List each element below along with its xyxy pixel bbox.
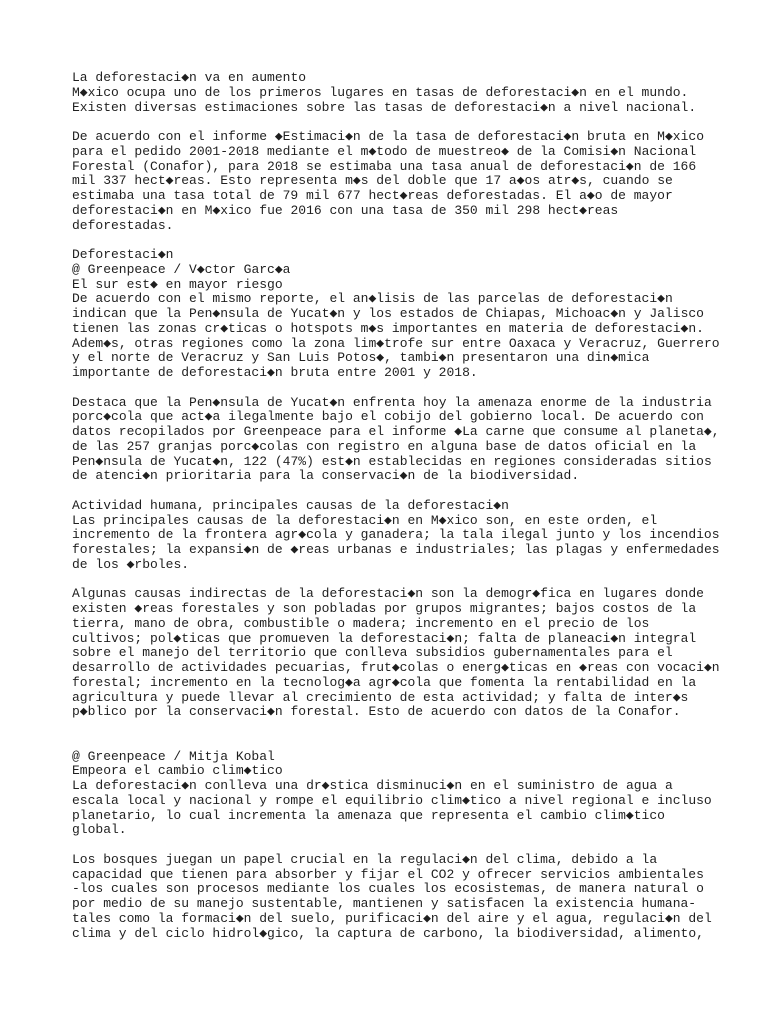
text-line: incremento de la frontera agr◆cola y ganadera; la tala ilegal junto y los incendios — [72, 527, 720, 543]
blank-line — [72, 115, 712, 130]
text-line: cultivos; pol◆ticas que promueven la deforestaci◆n; falta de planeaci◆n integral — [72, 630, 697, 646]
text-line: deforestaci◆n en M◆xico fue 2016 con una tasa de 350 mil 298 hect◆reas — [72, 202, 619, 218]
text-line: clima y del ciclo hidrol◆gico, la captura de carbono, la biodiversidad, alimento, — [72, 925, 704, 941]
text-line: -los cuales son procesos mediante los cuales los ecosistemas, de manera natural o — [72, 881, 704, 897]
text-line: Los bosques juegan un papel crucial en la regulaci◆n del clima, debido a la — [72, 851, 658, 867]
blank-line — [72, 838, 712, 853]
document-text — [72, 70, 720, 941]
text-line: tales como la formaci◆n del suelo, purificaci◆n del aire y el agua, regulaci◆n del — [72, 910, 712, 926]
text-line: global. — [72, 822, 127, 838]
text-line: forestal; incremento en la tecnolog◆a agr◆cola que fomenta la rentabilidad en la — [72, 674, 697, 690]
text-line: Actividad humana, principales causas de la deforestaci◆n — [72, 497, 509, 513]
text-line: mil 337 hect◆reas. Esto representa m◆s del doble que 17 a◆os atr◆s, cuando se — [72, 173, 673, 189]
text-line: Deforestaci◆n — [72, 247, 174, 262]
text-line: Las principales causas de la deforestaci◆n en M◆xico son, en este orden, el — [72, 512, 658, 528]
text-line: Adem◆s, otras regiones como la zona lim◆trofe sur entre Oaxaca y Veracruz, Guerrero — [72, 335, 720, 351]
text-line: tierra, mano de obra, combustible o madera; incremento en el precio de los — [72, 615, 650, 631]
text-line: por medio de su manejo sustentable, mantienen y satisfacen la existencia humana- — [72, 896, 697, 911]
blank-line — [72, 573, 712, 588]
text-line: forestales; la expansi◆n de ◆reas urbanas e industriales; las plagas y enfermedades — [72, 542, 720, 557]
blank-line — [72, 233, 712, 248]
text-line: Empeora el cambio clim◆tico — [72, 763, 283, 779]
text-line: De acuerdo con el informe ◆Estimaci◆n de la tasa de deforestaci◆n bruta en M◆xico — [72, 129, 705, 144]
text-line: para el pedido 2001-2018 mediante el m◆todo de muestreo◆ de la Comisi◆n Nacional — [72, 143, 697, 159]
text-line: @ Greenpeace / Mitja Kobal — [72, 748, 275, 764]
text-line: estimaba una tasa total de 79 mil 677 hect◆reas deforestadas. El a◆o de mayor — [72, 188, 673, 203]
text-line: Destaca que la Pen◆nsula de Yucat◆n enfrenta hoy la amenaza enorme de la industria — [72, 394, 712, 410]
text-line: Forestal (Conafor), para 2018 se estimaba una tasa anual de deforestaci◆n de 166 — [72, 158, 697, 174]
text-line: y el norte de Veracruz y San Luis Potos◆, tambi◆n presentaron una din◆mica — [72, 350, 650, 366]
blank-line — [72, 735, 712, 750]
text-line: agricultura y puede llevar al crecimiento de esta actividad; y falta de inter◆s — [72, 689, 689, 705]
text-line: p◆blico por la conservaci◆n forestal. Esto de acuerdo con datos de la Conafor. — [72, 704, 681, 720]
text-line: deforestadas. — [72, 217, 174, 233]
text-line: tienen las zonas cr◆ticas o hotspots m◆s importantes en materia de deforestaci◆n. — [72, 320, 704, 336]
text-line: De acuerdo con el mismo reporte, el an◆lisis de las parcelas de deforestaci◆n — [72, 291, 673, 307]
text-line: desarrollo de actividades pecuarias, frut◆colas o energ◆ticas en ◆reas con vocaci◆n — [72, 660, 720, 675]
text-line: La deforestaci◆n conlleva una dr◆stica disminuci◆n en el suministro de agua a — [72, 778, 673, 793]
text-line: datos recopilados por Greenpeace para el informe ◆La carne que consume al planeta◆, — [72, 424, 720, 439]
blank-line — [72, 720, 712, 735]
text-line: Algunas causas indirectas de la deforestaci◆n son la demogr◆fica en lugares donde — [72, 586, 704, 602]
text-line: sobre el manejo del territorio que conlleva subsidios gubernamentales para el — [72, 645, 673, 661]
text-line: existen ◆reas forestales y son pobladas por grupos migrantes; bajos costos de la — [72, 601, 697, 616]
text-line: Existen diversas estimaciones sobre las tasas de deforestaci◆n a nivel nacional. — [72, 99, 697, 115]
text-line: de las 257 granjas porc◆colas con registro en alguna base de datos oficial en la — [72, 438, 697, 454]
text-line: El sur est◆ en mayor riesgo — [72, 276, 283, 292]
text-line: @ Greenpeace / V◆ctor Garc◆a — [72, 261, 291, 277]
text-line: indican que la Pen◆nsula de Yucat◆n y los estados de Chiapas, Michoac◆n y Jalisco — [72, 306, 704, 321]
text-line: escala local y nacional y rompe el equilibrio clim◆tico a nivel regional e incluso — [72, 792, 712, 808]
text-line: Pen◆nsula de Yucat◆n, 122 (47%) est◆n establecidas en regiones consideradas sitios — [72, 453, 712, 469]
blank-line — [72, 381, 712, 396]
text-line: capacidad que tienen para absorber y fijar el CO2 y ofrecer servicios ambientales — [72, 866, 704, 882]
text-line: porc◆cola que act◆a ilegalmente bajo el cobijo del gobierno local. De acuerdo con — [72, 409, 704, 425]
text-line: La deforestaci◆n va en aumento — [72, 70, 307, 85]
text-line: importante de deforestaci◆n bruta entre 2001 y 2018. — [72, 365, 478, 380]
blank-line — [72, 484, 712, 499]
text-line: de los ◆rboles. — [72, 556, 190, 572]
text-line: de atenci◆n prioritaria para la conservaci◆n de la biodiversidad. — [72, 468, 580, 484]
text-line: planetario, lo cual incrementa la amenaza que representa el cambio clim◆tico — [72, 807, 665, 823]
text-line: M◆xico ocupa uno de los primeros lugares en tasas de deforestaci◆n en el mundo. — [72, 84, 689, 100]
